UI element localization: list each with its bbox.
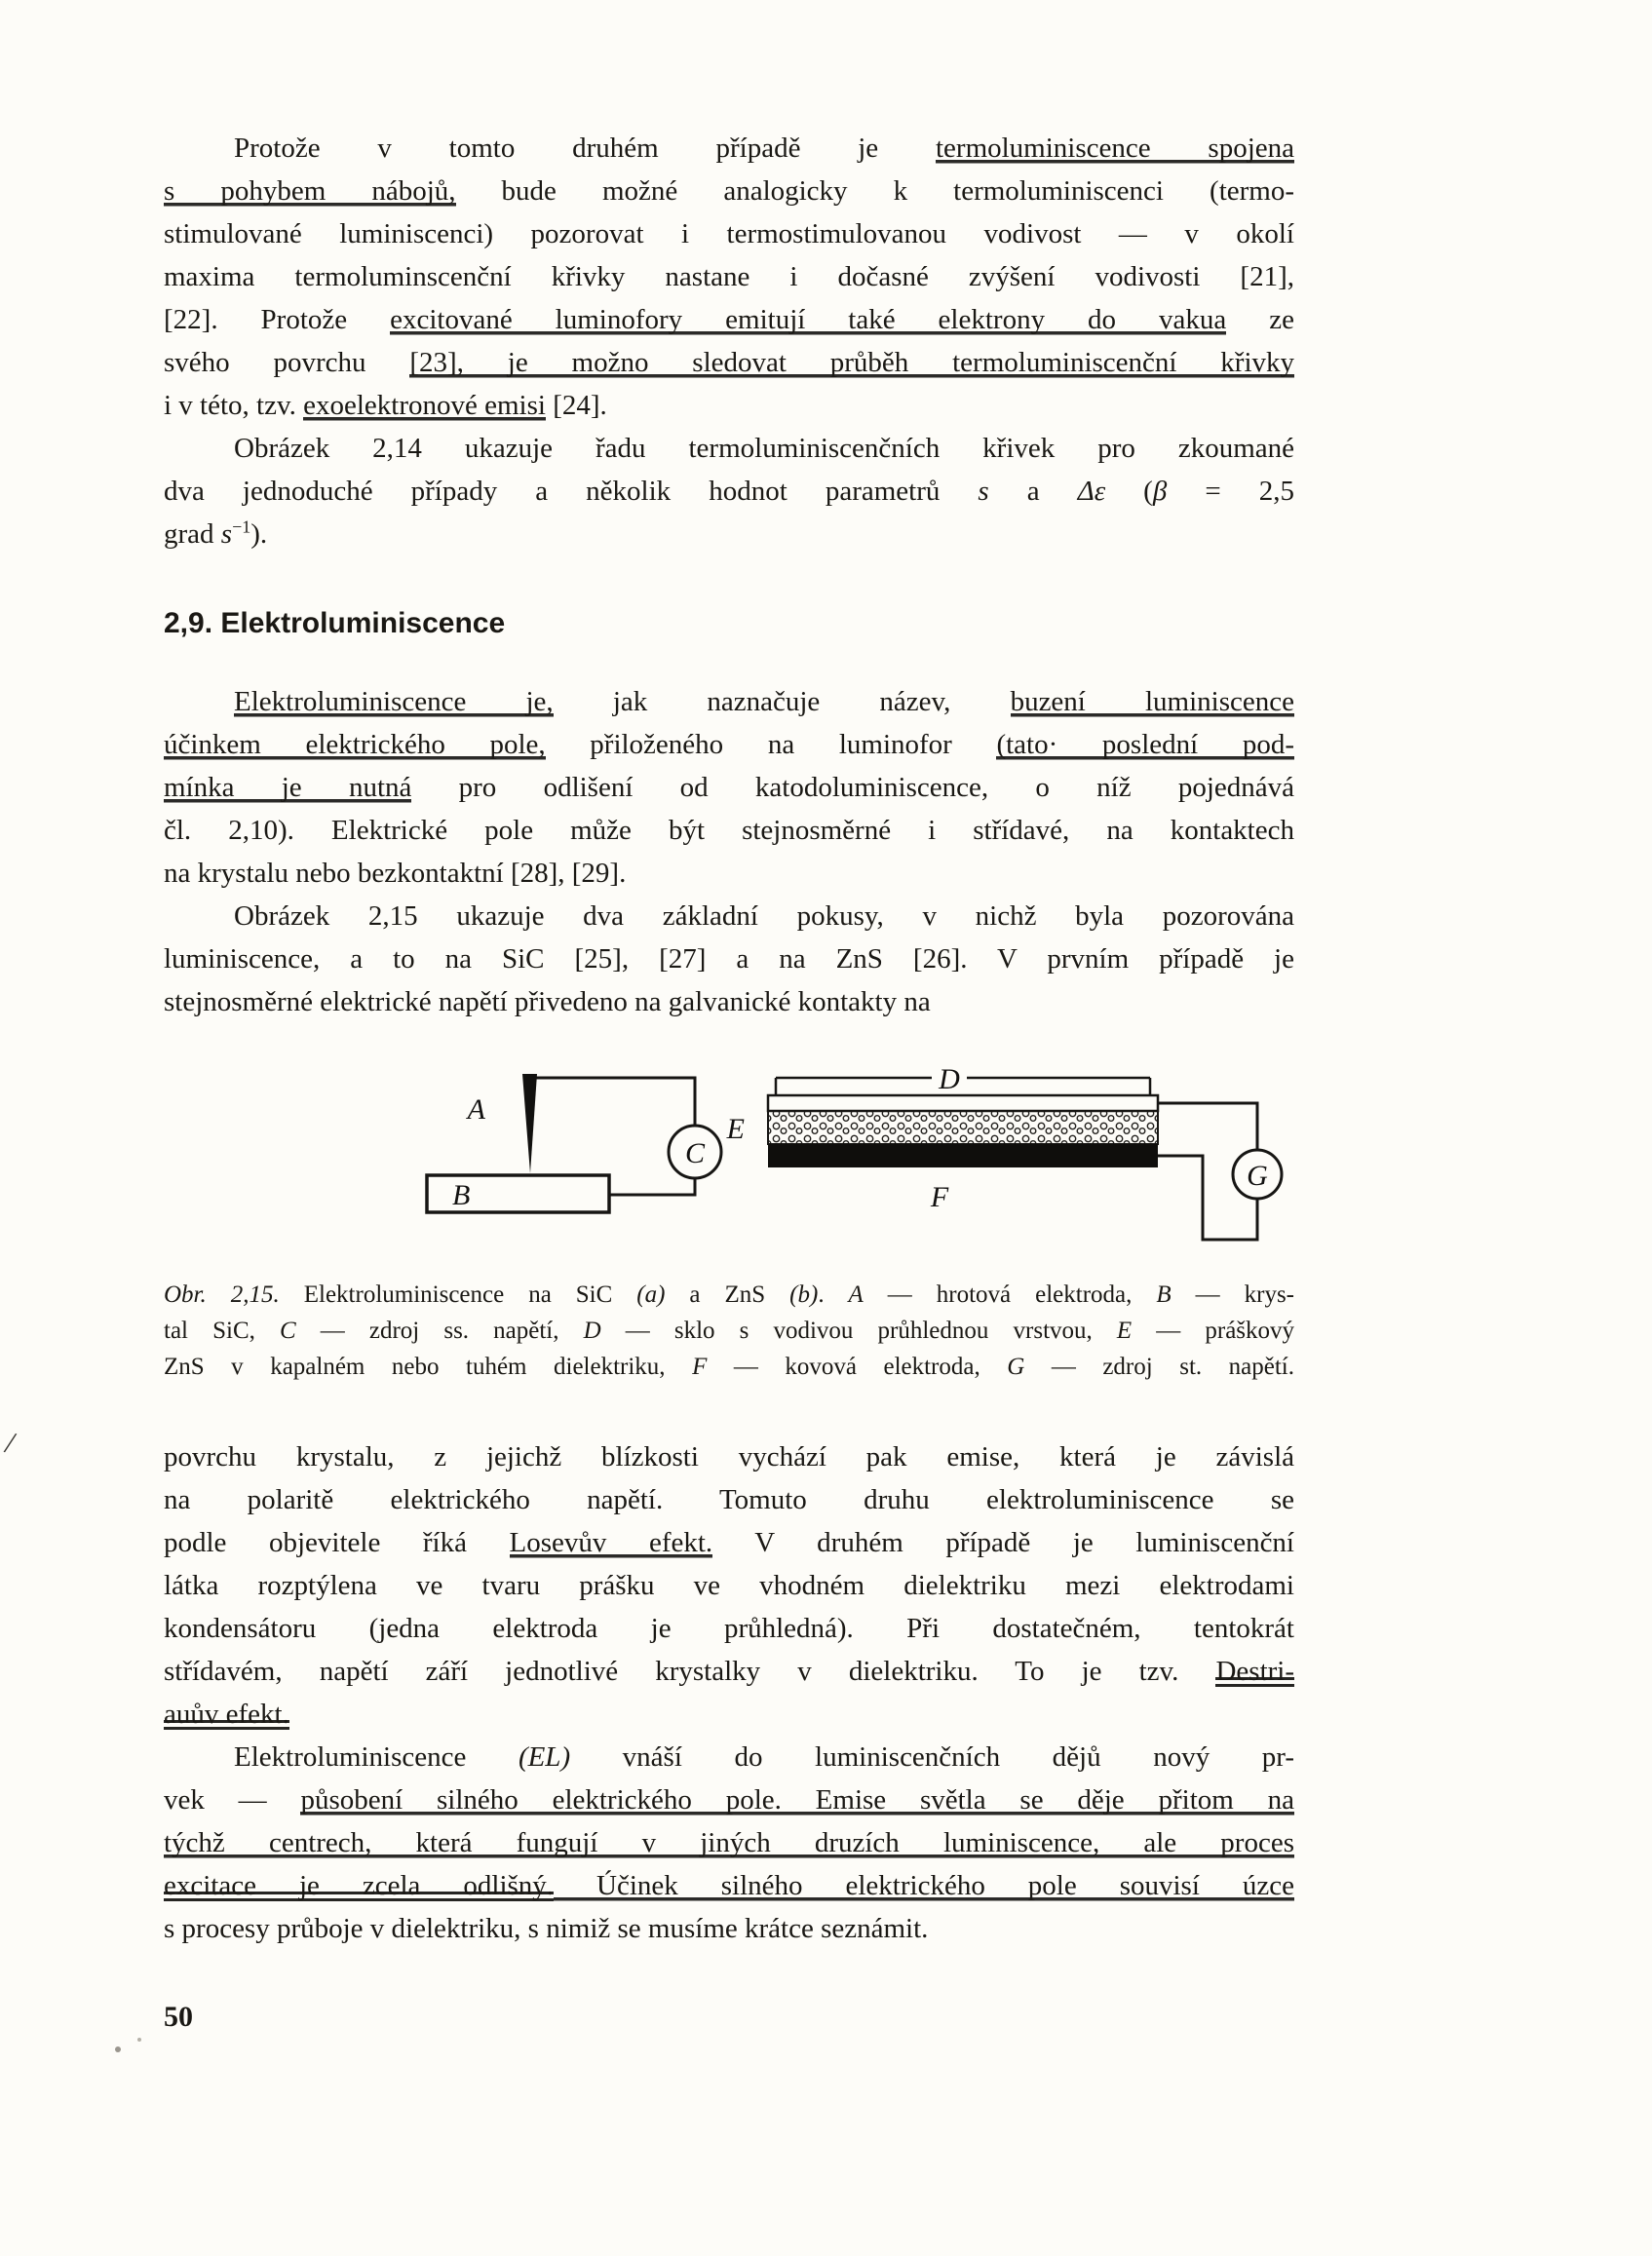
text-segment: přiloženého na luminofor xyxy=(545,729,997,760)
text-line xyxy=(164,1478,1294,1521)
italic-text: B xyxy=(1156,1281,1172,1308)
hand-underlined-text: účinkem elektrického pole, xyxy=(164,729,546,760)
hand-underlined-text: Destri- xyxy=(1215,1656,1294,1687)
figure-2-15-svg xyxy=(164,1058,1294,1263)
text-segment: látka rozptýlena ve tvaru prášku ve vhodném dielektriku mezi elektrodami xyxy=(164,1570,1294,1601)
figure-b-d-dimension-line xyxy=(776,1078,1150,1094)
paragraph-povrchu-krystalu xyxy=(164,1435,1294,1736)
text-segment: — zdroj ss. napětí, xyxy=(295,1318,584,1344)
figure-b-powder-layer xyxy=(768,1111,1158,1144)
text-segment: bude možné analogicky k termoluminiscenci (termo- xyxy=(455,175,1294,207)
text-segment: střídavém, napětí září jednotlivé krystalky v dielektriku. To je tzv. xyxy=(164,1656,1216,1687)
figure-label-d: D xyxy=(939,1063,960,1095)
page-number: 50 xyxy=(164,2001,193,2033)
text-segment: — krys- xyxy=(1171,1281,1294,1308)
hand-underlined-text: excitované luminofory emitují také elektrony do vakua xyxy=(390,304,1227,335)
text-segment: na krystalu nebo bezkontaktní [28], [29]. xyxy=(164,858,627,889)
text-line xyxy=(164,384,1294,427)
text-segment: kondensátoru (jedna elektroda je průhledná). Při dostatečném, tentokrát xyxy=(164,1613,1294,1644)
text-segment: vek — xyxy=(164,1784,301,1816)
text-segment: [24]. xyxy=(545,390,607,421)
text-segment: vnáší do luminiscenčních dějů nový pr- xyxy=(570,1741,1294,1773)
paragraph-obrazek-2-14 xyxy=(164,427,1294,555)
figure-label-g: G xyxy=(1247,1160,1268,1192)
text-line xyxy=(164,1736,1294,1778)
text-segment: s procesy průboje v dielektriku, s nimiž se musíme krátce seznámit. xyxy=(164,1913,929,1944)
text-segment: dva jednoduché případy a několik hodnot parametrů xyxy=(164,476,979,507)
text-line xyxy=(164,255,1294,298)
text-segment: podle objevitele říká xyxy=(164,1527,510,1558)
text-segment: tal SiC, xyxy=(164,1318,280,1344)
hand-underlined-text: [23], je možno sledovat průběh termoluminiscenční křivky xyxy=(409,347,1295,378)
text-line xyxy=(164,1864,1294,1907)
text-line xyxy=(164,1313,1294,1349)
hand-underlined-text: buzení luminiscence xyxy=(1010,686,1294,717)
text-line xyxy=(164,1607,1294,1650)
text-line xyxy=(164,1277,1294,1313)
text-segment: Obrázek 2,15 ukazuje dva základní pokusy, v nichž byla pozorována xyxy=(234,900,1294,932)
text-segment: stejnosměrné elektrické napětí přivedeno na galvanické kontakty na xyxy=(164,986,931,1017)
text-line xyxy=(164,1907,1294,1950)
italic-text: s xyxy=(220,518,233,550)
italic-text: G xyxy=(1007,1354,1025,1380)
text-line xyxy=(164,1821,1294,1864)
paragraph-elektroluminiscence-definice xyxy=(164,680,1294,895)
text-line xyxy=(164,427,1294,470)
hand-underlined-text: s pohybem nábojů, xyxy=(164,175,456,207)
paragraph-termoluminiscence xyxy=(164,127,1294,427)
text-segment: pro odlišení od katodoluminiscence, o níž pojednává xyxy=(411,772,1294,803)
text-line xyxy=(164,1435,1294,1478)
text-line xyxy=(164,980,1294,1023)
italic-text: s xyxy=(978,476,989,507)
text-segment: — zdroj st. napětí. xyxy=(1024,1354,1294,1380)
section-heading: 2,9. Elektroluminiscence xyxy=(164,607,506,639)
text-line xyxy=(164,723,1294,766)
figure-label-f: F xyxy=(930,1181,949,1213)
italic-text: Obr. 2,15. xyxy=(164,1281,280,1308)
figure-2-15 xyxy=(164,1058,1294,1263)
italic-text: D xyxy=(583,1318,601,1344)
text-line xyxy=(164,1693,1294,1736)
text-line xyxy=(164,470,1294,513)
text-line xyxy=(164,895,1294,937)
italic-text: E xyxy=(1116,1318,1133,1344)
text-segment: luminiscence, a to na SiC [25], [27] a na ZnS [26]. V prvním případě je xyxy=(164,943,1294,975)
hand-underlined-text: mínka je nutná xyxy=(164,772,412,803)
figure-label-a: A xyxy=(467,1093,485,1126)
hand-underlined-text: termoluminiscence spojena xyxy=(935,133,1295,164)
text-segment: povrchu krystalu, z jejichž blízkosti vychází pak emise, která je závislá xyxy=(164,1441,1294,1472)
text-segment: čl. 2,10). Elektrické pole může být stejnosměrné i střídavé, na kontaktech xyxy=(164,815,1294,846)
text-segment: ( xyxy=(1105,476,1153,507)
text-segment: — práškový xyxy=(1132,1318,1295,1344)
figure-label-b: B xyxy=(452,1179,471,1211)
text-segment: = 2,5 xyxy=(1167,476,1294,507)
text-segment: Protože v tomto druhém případě je xyxy=(234,133,936,164)
pencil-margin-mark: / xyxy=(1,1424,19,1461)
scan-specks xyxy=(115,2046,121,2052)
text-segment: Elektroluminiscence na SiC xyxy=(279,1281,637,1308)
text-segment: — sklo s vodivou průhlednou vrstvou, xyxy=(600,1318,1117,1344)
hand-underlined-text: Účinek silného elektrického pole souvisí úzce xyxy=(554,1870,1294,1901)
text-line xyxy=(164,212,1294,255)
text-segment: — hrotová elektroda, xyxy=(863,1281,1157,1308)
text-segment: ZnS v kapalném nebo tuhém dielektriku, xyxy=(164,1354,693,1380)
text-segment: Obrázek 2,14 ukazuje řadu termoluminiscenčních křivek pro zkoumané xyxy=(234,433,1294,464)
italic-text: (b) xyxy=(789,1281,819,1308)
text-line xyxy=(164,1650,1294,1693)
hand-underlined-text: Losevův efekt. xyxy=(509,1527,713,1558)
text-column xyxy=(164,127,1294,2034)
text-segment: ). xyxy=(250,518,268,550)
text-segment: i v této, tzv. xyxy=(164,390,304,421)
italic-text: F xyxy=(692,1354,708,1380)
figure-b-metal-electrode xyxy=(768,1144,1158,1167)
hand-underlined-text: Elektroluminiscence je, xyxy=(234,686,554,717)
text-line xyxy=(164,127,1294,170)
paragraph-obrazek-2-15 xyxy=(164,895,1294,1023)
text-segment: na polaritě elektrického napětí. Tomuto druhu elektroluminiscence se xyxy=(164,1484,1294,1515)
hand-underlined-text: týchž centrech, která fungují v jiných druzích luminiscence, ale proces xyxy=(164,1827,1294,1858)
hand-underlined-text: auův efekt. xyxy=(164,1699,289,1730)
text-line xyxy=(164,852,1294,895)
italic-text: Δε xyxy=(1077,476,1106,507)
text-line xyxy=(164,513,1294,555)
text-segment: jak naznačuje název, xyxy=(553,686,1011,717)
text-line xyxy=(164,809,1294,852)
italic-text: C xyxy=(279,1318,296,1344)
text-line xyxy=(164,298,1294,341)
text-segment: a ZnS xyxy=(665,1281,790,1308)
text-line xyxy=(164,1778,1294,1821)
figure-caption xyxy=(164,1277,1294,1385)
text-line xyxy=(164,341,1294,384)
text-segment: maxima termoluminscenční křivky nastane i dočasné zvýšení vodivosti [21], xyxy=(164,261,1294,292)
hand-underlined-text: působení silného elektrického pole. Emise světla se děje přitom na xyxy=(300,1784,1294,1816)
italic-text: β xyxy=(1152,476,1168,507)
text-segment: V druhém případě je luminiscenční xyxy=(712,1527,1294,1558)
text-segment: Elektroluminiscence xyxy=(234,1741,519,1773)
italic-text: A xyxy=(848,1281,864,1308)
hand-underlined-text: excitace je zcela odlišný. xyxy=(164,1870,555,1901)
text-segment: stimulované luminiscenci) pozorovat i termostimulovanou vodivost — v okolí xyxy=(164,218,1294,249)
text-line xyxy=(164,1564,1294,1607)
text-line xyxy=(164,680,1294,723)
text-line xyxy=(164,1521,1294,1564)
text-segment: grad xyxy=(164,518,221,550)
hand-underlined-text: (tato· poslední pod- xyxy=(996,729,1294,760)
figure-label-e: E xyxy=(726,1113,745,1145)
text-segment: [22]. Protože xyxy=(164,304,391,335)
hand-underlined-text: exoelektronové emisi xyxy=(303,390,546,421)
text-segment: — kovová elektroda, xyxy=(707,1354,1008,1380)
text-line xyxy=(164,766,1294,809)
text-segment: a xyxy=(988,476,1078,507)
figure-label-c: C xyxy=(684,1137,706,1169)
italic-text: (EL) xyxy=(518,1741,571,1773)
text-line xyxy=(164,170,1294,212)
figure-b-glass-plate xyxy=(768,1095,1158,1111)
italic-text: (a) xyxy=(636,1281,666,1308)
text-segment: . xyxy=(818,1281,849,1308)
text-line xyxy=(164,937,1294,980)
text-segment: ze xyxy=(1226,304,1294,335)
text-line xyxy=(164,1349,1294,1385)
superscript-text: −1 xyxy=(232,516,251,537)
figure-a-needle-electrode xyxy=(522,1074,537,1173)
text-segment: svého povrchu xyxy=(164,347,410,378)
paragraph-el-novy-prvek xyxy=(164,1736,1294,1950)
